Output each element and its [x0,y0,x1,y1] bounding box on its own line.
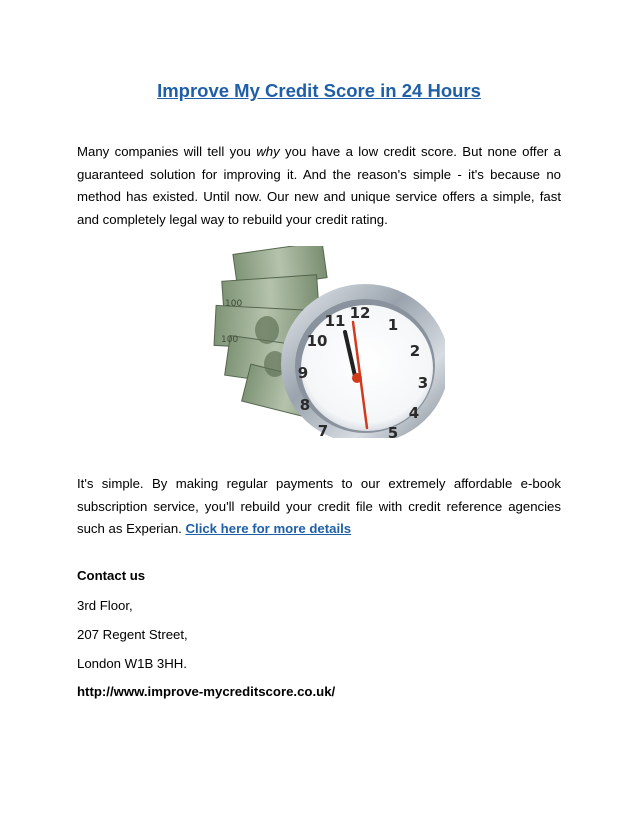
clock-number: 5 [387,424,399,438]
page-title: Improve My Credit Score in 24 Hours [157,80,481,101]
address-line-2: 207 Regent Street, [77,627,188,642]
address-line-1: 3rd Floor, [77,598,133,613]
clock-number: 12 [349,304,371,322]
details-text: It's simple. By making regular payments to our extremely affordable e-book subscription service, you'll rebuild your credit file with credit reference agencies such as Experian. [77,476,561,537]
clock-number: 2 [409,342,421,360]
clock-number: 10 [306,332,328,350]
clock-number: 9 [297,364,309,382]
clock-number: 11 [324,312,346,330]
money-clock-illustration [205,246,445,438]
svg-text:100: 100 [225,299,243,309]
clock-number: 1 [387,316,399,334]
address-line-3: London W1B 3HH. [77,656,187,671]
svg-text:100: 100 [221,335,239,345]
intro-emphasis: why [256,144,280,159]
clock-number: 8 [299,396,311,414]
details-paragraph [77,473,561,541]
website-url: http://www.improve-mycreditscore.co.uk/ [77,684,336,699]
clock-number: 3 [417,374,429,392]
money-clock-icon [205,246,445,438]
clock-number: 7 [317,422,329,438]
contact-heading: Contact us [77,568,146,583]
intro-paragraph [77,141,561,231]
more-details-link[interactable]: Click here for more details [185,521,352,537]
clock-number: 4 [408,404,420,422]
intro-text-end: you have a low credit score. But none offer a guaranteed solution for improving it. And the reason's simple - it's because no method has existed. Until now. Our new and unique service offers a simple, fast and completely legal way to rebuild your credit rating. [77,144,561,227]
intro-text-start: Many companies will tell you [77,144,257,159]
